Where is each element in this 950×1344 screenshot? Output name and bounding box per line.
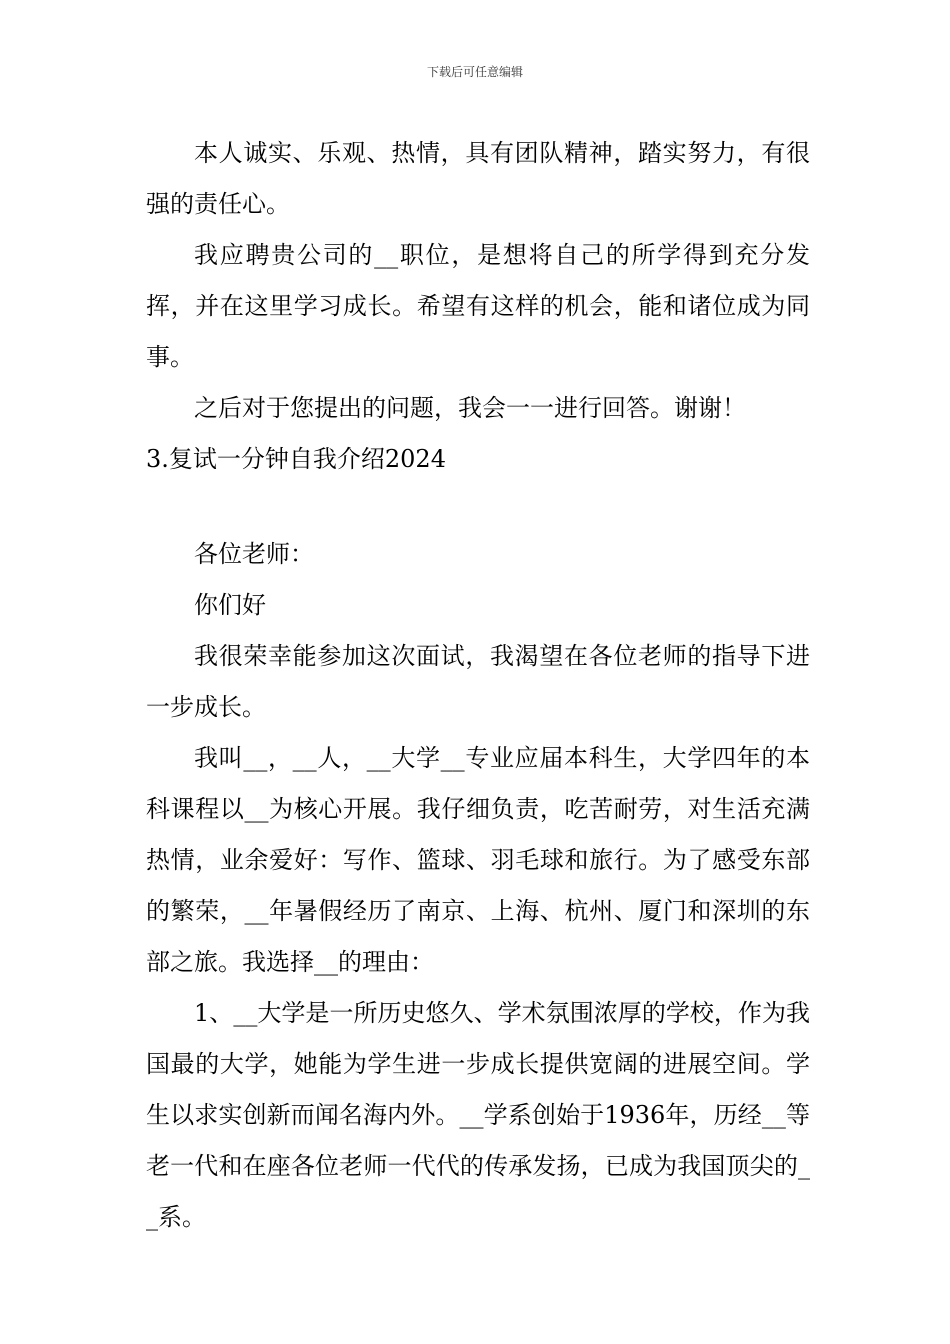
section-3-title: 3.复试一分钟自我介绍2024	[146, 445, 446, 473]
section-3-paragraph-2: 我叫__，__人，__大学__专业应届本科生，大学四年的本科课程以__为核心开展。我仔细负责，吃苦耐劳，对生活充满热情，业余爱好：写作、篮球、羽毛球和旅行。为了感受东部的繁荣，__年暑假经历了南京、上海、杭州、厦门和深圳的东部之旅。我选择__的理由：	[146, 744, 810, 976]
section-3-paragraph-1: 我很荣幸能参加这次面试，我渴望在各位老师的指导下进一步成长。	[146, 642, 810, 721]
intro-paragraph-2: 我应聘贵公司的__职位，是想将自己的所学得到充分发挥，并在这里学习成长。希望有这样的机会，能和诸位成为同事。	[146, 241, 810, 371]
section-3-paragraph-3: 1、__大学是一所历史悠久、学术氛围浓厚的学校，作为我国最的大学，她能为学生进一步成长提供宽阔的进展空间。学生以求实创新而闻名海内外。__学系创始于1936年，历经__等老一代和在座各位老师一代代的传承发扬，已成为我国顶尖的__系。	[146, 999, 810, 1231]
intro-paragraph-1: 本人诚实、乐观、热情，具有团队精神，踏实努力，有很强的责任心。	[146, 139, 810, 218]
section-spacer	[146, 485, 810, 529]
document-body	[146, 128, 810, 1243]
hello-line: 你们好	[194, 591, 266, 619]
page-header-note: 下载后可任意编辑	[426, 65, 523, 79]
intro-paragraph-3: 之后对于您提出的问题，我会一一进行回答。谢谢！	[194, 394, 746, 422]
greeting-line: 各位老师：	[194, 540, 314, 568]
